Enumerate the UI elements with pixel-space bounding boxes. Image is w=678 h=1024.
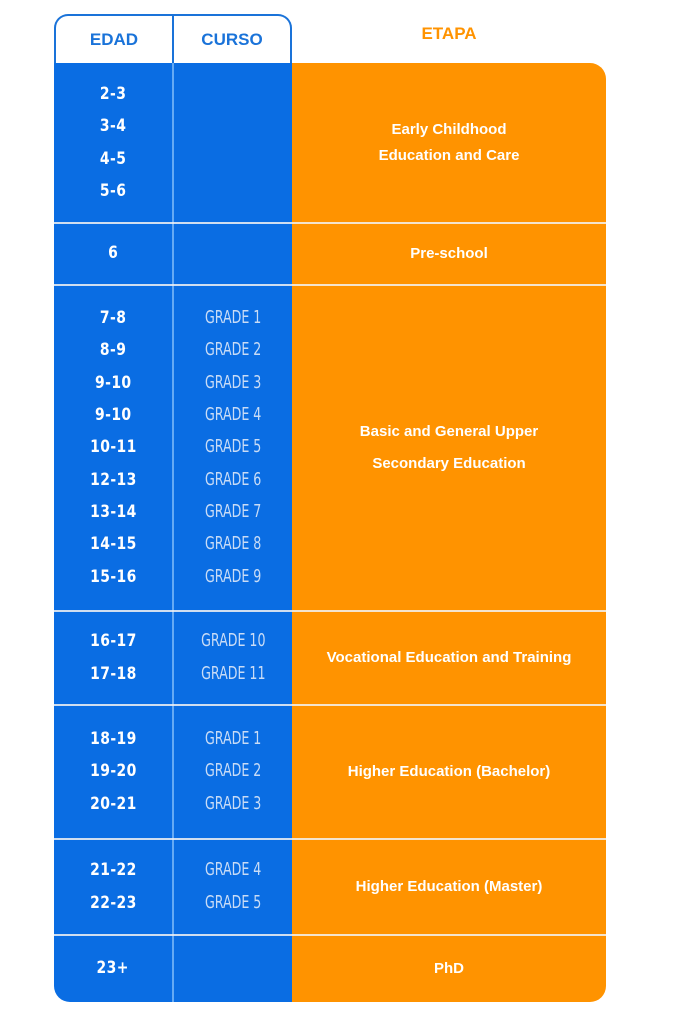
grade-cell — [174, 611, 292, 704]
grade-value: GRADE 4 — [204, 403, 262, 425]
stage-cell — [292, 935, 606, 1002]
age-value: 12-13 — [89, 469, 137, 490]
age-value: 9-10 — [94, 404, 132, 425]
grade-value: GRADE 5 — [204, 891, 262, 913]
grade-value: GRADE 2 — [204, 339, 262, 361]
stage-cell — [292, 839, 606, 934]
grade-value: GRADE 9 — [204, 565, 262, 587]
stage-label: Higher Education (Bachelor) — [347, 763, 551, 780]
stage-label: PhD — [434, 960, 464, 977]
age-value: 9-10 — [94, 372, 132, 393]
age-value: 18-19 — [89, 728, 137, 749]
grade-value: GRADE 1 — [204, 306, 262, 328]
stage-cell — [292, 63, 606, 222]
stage-cell — [292, 223, 606, 284]
age-value: 7-8 — [99, 307, 127, 328]
stage-label: Secondary Education — [372, 454, 526, 472]
age-cell — [54, 839, 172, 934]
grade-cell — [174, 839, 292, 934]
age-value: 20-21 — [89, 793, 137, 814]
age-value: 4-5 — [99, 148, 127, 169]
grade-cell — [174, 285, 292, 610]
age-value: 22-23 — [89, 892, 137, 913]
grade-value: GRADE 3 — [204, 371, 262, 393]
age-cell — [54, 705, 172, 838]
grade-value: GRADE 8 — [204, 533, 262, 555]
age-value: 10-11 — [89, 437, 137, 458]
header-curso: CURSO — [201, 30, 263, 49]
header-edad: EDAD — [89, 30, 139, 49]
age-cell — [54, 223, 172, 284]
age-value: 19-20 — [89, 761, 137, 782]
stage-label: Higher Education (Master) — [355, 878, 543, 895]
grade-value: GRADE 7 — [204, 501, 262, 523]
age-value: 8-9 — [99, 340, 127, 361]
age-value: 21-22 — [89, 860, 137, 881]
stage-cell — [292, 611, 606, 704]
grade-cell — [174, 935, 292, 1002]
age-value: 2-3 — [99, 83, 127, 104]
header-etapa: ETAPA — [421, 24, 477, 43]
age-cell — [54, 63, 172, 222]
table-row — [54, 63, 606, 222]
grade-cell — [174, 223, 292, 284]
age-value: 16-17 — [89, 631, 137, 652]
age-value: 5-6 — [99, 180, 127, 201]
stage-label: Basic and General Upper — [359, 422, 539, 440]
age-value: 14-15 — [89, 534, 137, 555]
age-value: 23+ — [96, 958, 130, 979]
table-row — [54, 839, 606, 934]
stage-cell — [292, 285, 606, 610]
age-cell — [54, 285, 172, 610]
age-value: 13-14 — [89, 502, 137, 523]
grade-cell — [174, 63, 292, 222]
grade-value: GRADE 10 — [200, 630, 266, 652]
age-value: 15-16 — [89, 566, 137, 587]
stage-label: Early Childhood — [391, 120, 507, 138]
table-row — [54, 611, 606, 704]
table-row — [54, 935, 606, 1002]
age-cell — [54, 935, 172, 1002]
table-row — [54, 705, 606, 838]
age-value: 17-18 — [89, 663, 137, 684]
age-cell — [54, 611, 172, 704]
grade-value: GRADE 11 — [200, 662, 266, 684]
age-value: 3-4 — [99, 116, 127, 137]
grade-cell — [174, 705, 292, 838]
stage-label: Pre-school — [410, 245, 488, 262]
education-table — [54, 63, 606, 1002]
grade-value: GRADE 3 — [204, 792, 262, 814]
grade-value: GRADE 4 — [204, 859, 262, 881]
stage-label: Vocational Education and Training — [326, 649, 572, 666]
grade-value: GRADE 2 — [204, 760, 262, 782]
table-row — [54, 285, 606, 610]
grade-value: GRADE 5 — [204, 436, 262, 458]
grade-value: GRADE 1 — [204, 727, 262, 749]
grade-value: GRADE 6 — [204, 468, 262, 490]
stage-label: Education and Care — [378, 146, 520, 164]
stage-cell — [292, 705, 606, 838]
table-row — [54, 223, 606, 284]
age-value: 6 — [107, 243, 119, 264]
